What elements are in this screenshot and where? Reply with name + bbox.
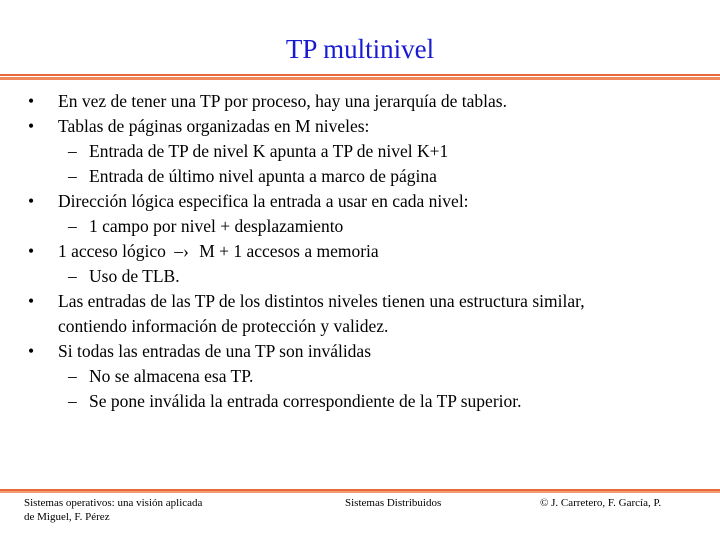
sub-bullet-text: Entrada de último nivel apunta a marco de página	[89, 166, 437, 186]
bullet-text-part: M + 1 accesos a memoria	[199, 241, 379, 261]
title-divider	[0, 74, 720, 80]
arrow-icon: –›	[174, 241, 189, 261]
sub-bullet-text: Uso de TLB.	[89, 266, 180, 286]
footer-authors: de Miguel, F. Pérez	[24, 511, 110, 523]
sub-bullet-text: Se pone inválida la entrada correspondiente de la TP superior.	[89, 391, 522, 411]
dash-marker: –	[68, 266, 77, 286]
dash-marker: –	[68, 391, 77, 411]
bullet-marker: •	[28, 116, 35, 136]
bullet-text: En vez de tener una TP por proceso, hay una jerarquía de tablas.	[58, 91, 507, 111]
bullet-marker: •	[28, 91, 35, 111]
footer-copyright: © J. Carretero, F. García, P.	[540, 497, 662, 509]
bullet-text-continuation: contiendo información de protección y validez.	[58, 316, 389, 336]
bullet-text: Las entradas de las TP de los distintos niveles tienen una estructura similar,	[58, 291, 585, 311]
footer-book-title: Sistemas operativos: una visión aplicada	[24, 497, 203, 509]
bullet-text: Si todas las entradas de una TP son inválidas	[58, 341, 372, 361]
slide-title: TP multinivel	[285, 34, 435, 64]
footer-divider	[0, 489, 720, 493]
sub-bullet-text: 1 campo por nivel + desplazamiento	[89, 216, 344, 236]
dash-marker: –	[68, 141, 77, 161]
dash-marker: –	[68, 366, 77, 386]
dash-marker: –	[68, 216, 77, 236]
footer-book-credit	[24, 496, 202, 524]
bullet-marker: •	[28, 341, 35, 361]
bullet-text-access	[58, 239, 379, 264]
bullet-marker: •	[28, 241, 35, 261]
bullet-marker: •	[28, 291, 35, 311]
bullet-text-part: 1 acceso lógico	[58, 241, 166, 261]
bullet-text: Tablas de páginas organizadas en M niveles:	[58, 116, 370, 136]
footer-course: Sistemas Distribuidos	[345, 497, 442, 509]
sub-bullet-text: Entrada de TP de nivel K apunta a TP de nivel K+1	[89, 141, 449, 161]
dash-marker: –	[68, 166, 77, 186]
bullet-text: Dirección lógica especifica la entrada a usar en cada nivel:	[58, 191, 469, 211]
bullet-marker: •	[28, 191, 35, 211]
sub-bullet-text: No se almacena esa TP.	[89, 366, 254, 386]
